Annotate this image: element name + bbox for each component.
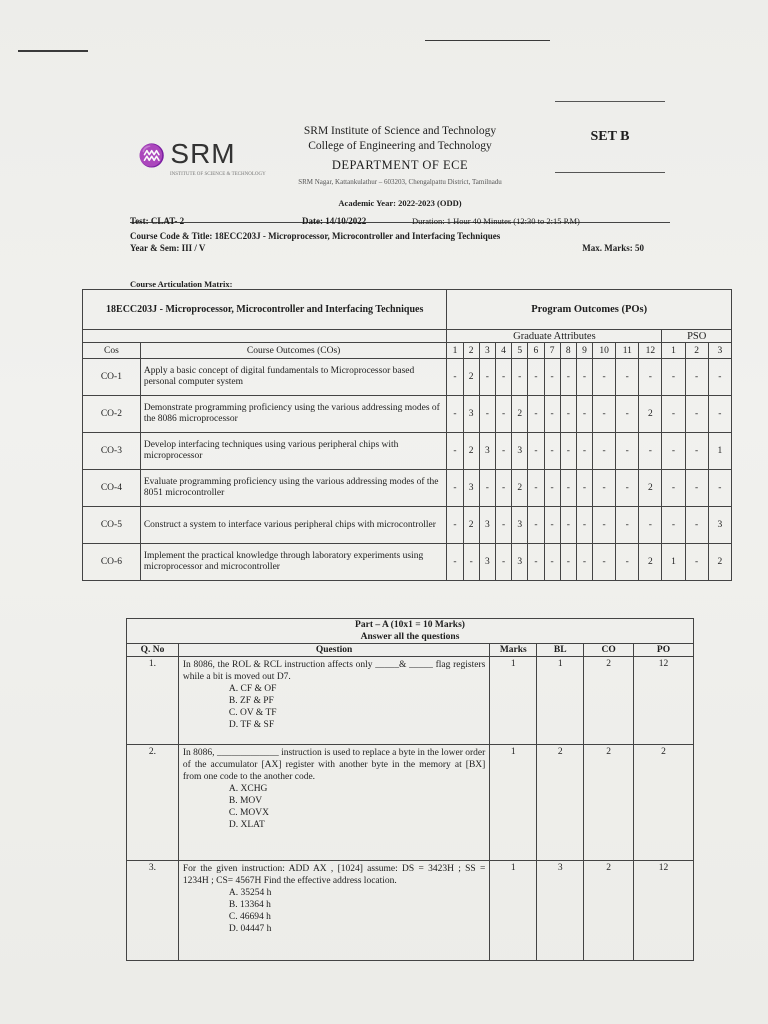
answer-option: A. XCHG — [228, 784, 268, 794]
department-name: DEPARTMENT OF ECE — [331, 158, 469, 172]
mapping-value: - — [528, 544, 544, 581]
po-col-header: PO — [634, 644, 694, 657]
academic-year: Academic Year: 2022-2023 (ODD) — [338, 198, 462, 208]
mapping-value: - — [593, 359, 616, 396]
answer-option: A. CF & OF — [228, 684, 277, 694]
co-col-header: CO — [584, 644, 634, 657]
mapping-value: - — [479, 470, 495, 507]
mapping-value: 2 — [463, 507, 479, 544]
test-name: Test: CLAT- 2 — [130, 216, 185, 226]
exam-date: Date: 14/10/2022 — [302, 216, 367, 226]
qno-header: Q. No — [127, 644, 179, 657]
mapping-value: - — [576, 544, 592, 581]
mapping-value: - — [447, 433, 463, 470]
mapping-value: 2 — [463, 433, 479, 470]
part-a-subtitle-row — [127, 632, 694, 644]
question-bl: 3 — [537, 861, 584, 961]
mapping-value: - — [544, 470, 560, 507]
question-text: For the given instruction: ADD AX , [1024] assume: DS = 3423H ; SS = 1234H ; CS= 4567H Find the effective address location. — [182, 864, 486, 886]
mapping-value: - — [447, 359, 463, 396]
po-number: 7 — [544, 343, 560, 359]
mapping-value: - — [495, 544, 511, 581]
mapping-value: - — [662, 433, 685, 470]
pso-number: 3 — [708, 343, 731, 359]
co-id: CO-4 — [83, 470, 141, 507]
pen-mark — [425, 40, 550, 41]
mapping-value: - — [593, 507, 616, 544]
mapping-value: - — [544, 396, 560, 433]
mapping-value: 1 — [708, 433, 731, 470]
po-number: 5 — [512, 343, 528, 359]
college-name: College of Engineering and Technology — [308, 140, 492, 152]
mapping-value: - — [616, 359, 639, 396]
co-description: Evaluate programming proficiency using the various addressing modes of the 8051 microcontroller — [140, 470, 447, 507]
mapping-value: 2 — [639, 396, 662, 433]
po-number: 9 — [576, 343, 592, 359]
mapping-value: - — [447, 396, 463, 433]
co-description: Develop interfacing techniques using various peripheral chips with microprocessor — [140, 433, 447, 470]
mapping-value: - — [544, 544, 560, 581]
co-description: Demonstrate programming proficiency using the various addressing modes of the 8086 microprocessor — [140, 396, 447, 433]
srm-logo — [138, 138, 236, 170]
mapping-value: - — [662, 396, 685, 433]
part-a-title: Part – A (10x1 = 10 Marks) — [127, 619, 694, 632]
co-id: CO-6 — [83, 544, 141, 581]
course-title: Course Code & Title: 18ECC203J - Microprocessor, Microcontroller and Interfacing Techniques — [130, 231, 501, 241]
answer-option: D. 04447 h — [228, 924, 272, 934]
mapping-value: - — [479, 396, 495, 433]
mapping-value: 2 — [512, 470, 528, 507]
pso-header: PSO — [662, 330, 732, 343]
co-row — [83, 544, 732, 581]
mapping-value: - — [662, 507, 685, 544]
question-cell — [178, 745, 489, 861]
pso-number: 2 — [685, 343, 708, 359]
answer-option: C. 46694 h — [228, 912, 271, 922]
matrix-number-row — [83, 343, 732, 359]
answer-option: B. MOV — [228, 796, 263, 806]
mapping-value: - — [616, 544, 639, 581]
answer-option: C. OV & TF — [228, 708, 277, 718]
exam-duration: Duration: 1 Hour 40 Minutes (12:30 to 2:15 P.M) — [412, 216, 580, 226]
mapping-value: - — [708, 359, 731, 396]
institute-name: SRM Institute of Science and Technology — [303, 125, 497, 137]
mapping-value: - — [662, 359, 685, 396]
co-row — [83, 507, 732, 544]
question-row — [127, 861, 694, 961]
mapping-value: 2 — [639, 544, 662, 581]
po-number: 6 — [528, 343, 544, 359]
mapping-value: 3 — [512, 507, 528, 544]
mapping-value: - — [685, 396, 708, 433]
question-marks: 1 — [490, 861, 537, 961]
mapping-value: - — [639, 359, 662, 396]
mapping-value: - — [639, 433, 662, 470]
mapping-value: - — [495, 359, 511, 396]
co-header: Course Outcomes (COs) — [140, 343, 447, 359]
co-row — [83, 470, 732, 507]
mapping-value: - — [463, 544, 479, 581]
po-header: Program Outcomes (POs) — [447, 290, 732, 330]
part-a-subtitle: Answer all the questions — [127, 632, 694, 644]
co-id: CO-3 — [83, 433, 141, 470]
question-bl: 2 — [537, 745, 584, 861]
mapping-value: - — [616, 396, 639, 433]
mapping-value: - — [544, 359, 560, 396]
po-number: 4 — [495, 343, 511, 359]
question-number: 2. — [127, 745, 179, 861]
part-a-title-row — [127, 619, 694, 632]
question-header: Question — [178, 644, 489, 657]
mapping-value: - — [576, 433, 592, 470]
mapping-value: - — [544, 507, 560, 544]
mapping-value: - — [576, 470, 592, 507]
mapping-value: - — [560, 396, 576, 433]
mapping-value: 3 — [479, 507, 495, 544]
srm-emblem-icon: ♒ — [138, 143, 167, 168]
question-text: In 8086, _____________ instruction is used to replace a byte in the lower order of the accumulator [AX] register with another byte in the memory at [BX] from one code to the another code. — [182, 748, 486, 782]
co-id: CO-5 — [83, 507, 141, 544]
answer-option: B. 13364 h — [228, 900, 271, 910]
mapping-value: 3 — [463, 396, 479, 433]
set-label: SET B — [555, 101, 665, 173]
course-articulation-matrix — [82, 289, 732, 581]
co-row — [83, 396, 732, 433]
mapping-value: - — [495, 396, 511, 433]
question-po: 12 — [634, 861, 694, 961]
mapping-value: - — [616, 507, 639, 544]
exam-info-row — [130, 216, 670, 226]
mapping-value: - — [576, 507, 592, 544]
mapping-value: - — [528, 359, 544, 396]
answer-option: D. TF & SF — [228, 720, 275, 730]
mapping-value: - — [528, 433, 544, 470]
answer-option: C. MOVX — [228, 808, 270, 818]
mapping-value: - — [685, 359, 708, 396]
mapping-value: - — [447, 507, 463, 544]
question-cell — [178, 861, 489, 961]
co-id: CO-2 — [83, 396, 141, 433]
mapping-value: - — [479, 359, 495, 396]
mapping-value: - — [528, 507, 544, 544]
question-po: 12 — [634, 657, 694, 745]
mapping-value: - — [544, 433, 560, 470]
mapping-value: - — [560, 507, 576, 544]
po-number: 3 — [479, 343, 495, 359]
question-text: In 8086, the ROL & RCL instruction affects only _____& _____ flag registers while a bit is moved out D7. — [182, 660, 486, 682]
mapping-value: - — [560, 470, 576, 507]
po-number: 11 — [616, 343, 639, 359]
mapping-value: - — [593, 396, 616, 433]
mapping-value: 3 — [708, 507, 731, 544]
po-number: 2 — [463, 343, 479, 359]
mapping-value: - — [708, 470, 731, 507]
logo-tagline: INSTITUTE OF SCIENCE & TECHNOLOGY — [170, 172, 266, 177]
po-number: 8 — [560, 343, 576, 359]
mapping-value: 2 — [639, 470, 662, 507]
mapping-value: - — [447, 544, 463, 581]
year-sem-row — [130, 243, 670, 253]
pso-number: 1 — [662, 343, 685, 359]
mapping-value: - — [708, 396, 731, 433]
matrix-subheader-row — [83, 330, 732, 343]
mapping-value: 3 — [463, 470, 479, 507]
mapping-value: 2 — [708, 544, 731, 581]
mapping-value: - — [639, 507, 662, 544]
po-number: 12 — [639, 343, 662, 359]
cos-header: Cos — [83, 343, 141, 359]
co-description: Apply a basic concept of digital fundamentals to Microprocessor based personal computer system — [140, 359, 447, 396]
mapping-value: - — [662, 470, 685, 507]
co-row — [83, 433, 732, 470]
bl-header: BL — [537, 644, 584, 657]
po-number: 1 — [447, 343, 463, 359]
answer-option: A. 35254 h — [228, 888, 272, 898]
co-id: CO-1 — [83, 359, 141, 396]
mapping-value: - — [528, 396, 544, 433]
mapping-value: - — [685, 544, 708, 581]
year-sem: Year & Sem: III / V — [130, 243, 206, 253]
question-co: 2 — [584, 657, 634, 745]
part-a-header-row — [127, 644, 694, 657]
po-number: 10 — [593, 343, 616, 359]
answer-option: B. ZF & PF — [228, 696, 274, 706]
marks-header: Marks — [490, 644, 537, 657]
max-marks: Max. Marks: 50 — [582, 243, 644, 253]
question-row — [127, 745, 694, 861]
mapping-value: - — [593, 544, 616, 581]
question-marks: 1 — [490, 745, 537, 861]
question-po: 2 — [634, 745, 694, 861]
mapping-value: - — [560, 544, 576, 581]
mapping-value: - — [560, 433, 576, 470]
mapping-value: - — [616, 433, 639, 470]
answer-option: D. XLAT — [228, 820, 265, 830]
question-marks: 1 — [490, 657, 537, 745]
mapping-value: 2 — [512, 396, 528, 433]
mapping-value: - — [685, 470, 708, 507]
address: SRM Nagar, Kattankulathur – 603203, Chengalpattu District, Tamilnadu — [298, 178, 502, 186]
question-cell — [178, 657, 489, 745]
mapping-value: - — [576, 359, 592, 396]
co-description: Construct a system to interface various peripheral chips with microcontroller — [140, 507, 447, 544]
mapping-value: - — [447, 470, 463, 507]
mapping-value: 3 — [512, 544, 528, 581]
question-number: 1. — [127, 657, 179, 745]
logo-text: SRM — [170, 138, 236, 169]
co-row — [83, 359, 732, 396]
question-co: 2 — [584, 745, 634, 861]
matrix-caption: Course Articulation Matrix: — [130, 279, 233, 289]
mapping-value: - — [685, 507, 708, 544]
question-row — [127, 657, 694, 745]
mapping-value: - — [593, 470, 616, 507]
mapping-value: - — [495, 433, 511, 470]
mapping-value: 3 — [512, 433, 528, 470]
mapping-value: - — [560, 359, 576, 396]
matrix-course-title: 18ECC203J - Microprocessor, Microcontroller and Interfacing Techniques — [83, 290, 447, 330]
pen-mark — [18, 50, 88, 52]
institute-block — [230, 124, 570, 211]
mapping-value: 3 — [479, 433, 495, 470]
matrix-header-row — [83, 290, 732, 330]
question-number: 3. — [127, 861, 179, 961]
mapping-value: - — [593, 433, 616, 470]
question-co: 2 — [584, 861, 634, 961]
mapping-value: - — [576, 396, 592, 433]
mapping-value: - — [528, 470, 544, 507]
mapping-value: - — [512, 359, 528, 396]
graduate-attributes-header: Graduate Attributes — [447, 330, 662, 343]
mapping-value: 1 — [662, 544, 685, 581]
mapping-value: - — [616, 470, 639, 507]
co-description: Implement the practical knowledge through laboratory experiments using microprocessor and microcontroller — [140, 544, 447, 581]
mapping-value: - — [495, 470, 511, 507]
mapping-value: - — [495, 507, 511, 544]
question-bl: 1 — [537, 657, 584, 745]
mapping-value: 2 — [463, 359, 479, 396]
part-a-table — [126, 618, 694, 961]
mapping-value: - — [685, 433, 708, 470]
mapping-value: 3 — [479, 544, 495, 581]
